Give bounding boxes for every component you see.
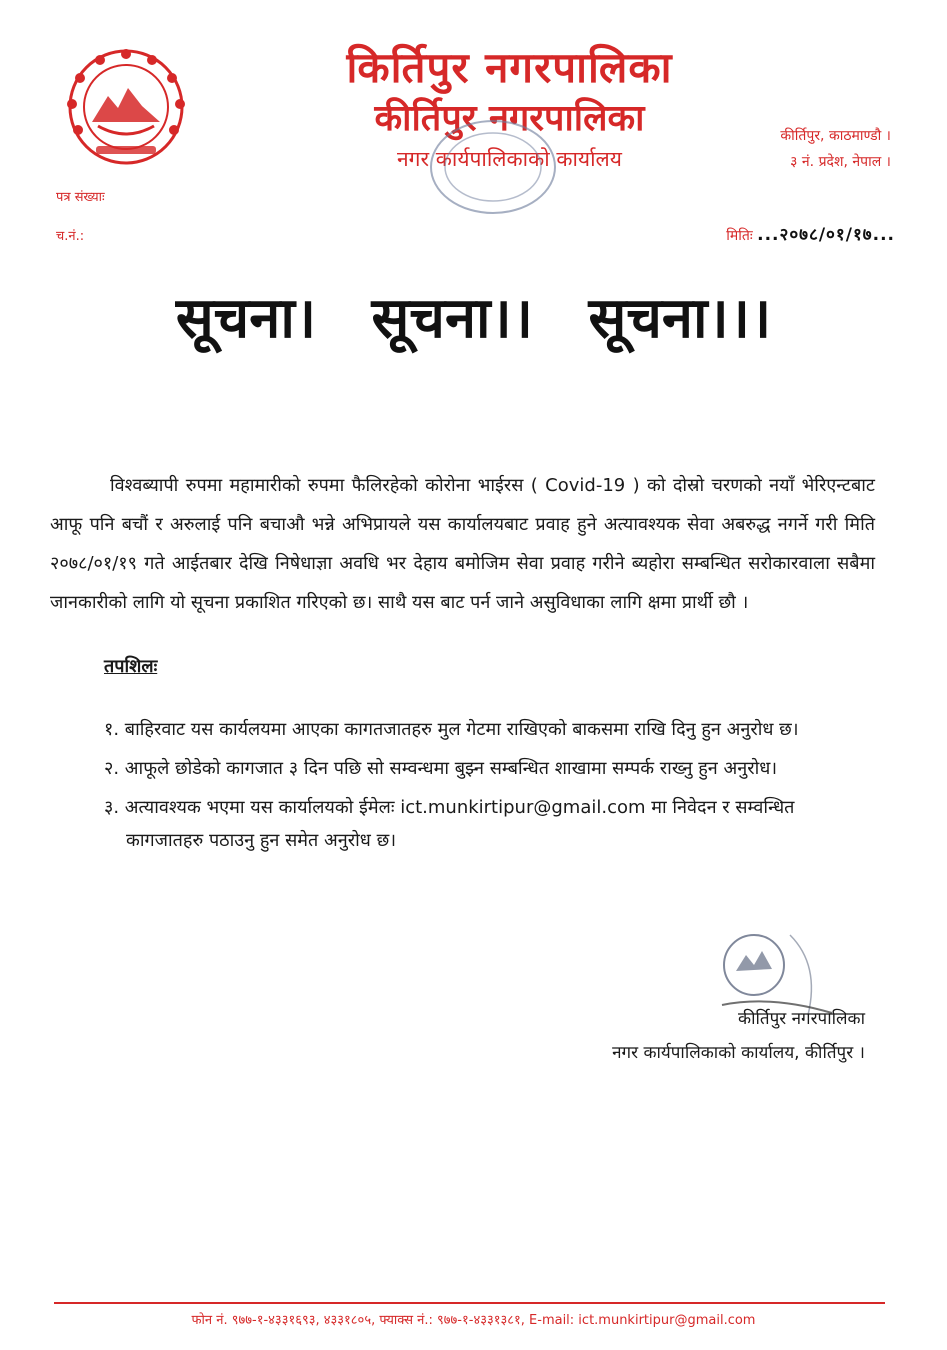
signature-municipality: कीर्तिपुर नगरपालिका	[738, 1009, 865, 1029]
address-line2: ३ नं. प्रदेश, नेपाल ।	[790, 154, 891, 170]
date-value: ...२०७८/०१/१७...	[757, 225, 895, 245]
date-label: मितिः	[726, 228, 753, 244]
address-line1: कीर्तिपुर, काठमाण्डौ ।	[780, 128, 891, 144]
header-title-line1: किर्तिपुर नगरपालिका	[346, 43, 673, 92]
chalani-number-label: च.नं.:	[56, 229, 85, 244]
footer-divider	[54, 1302, 885, 1304]
header-title-line2: कीर्तिपुर नगरपालिका	[374, 98, 645, 139]
office-seal-stamp	[418, 112, 568, 222]
patra-sankhya-label: पत्र संख्याः	[56, 190, 105, 205]
list-item: २. आफूले छोडेको कागजात ३ दिन पछि सो सम्वन्धमा बुझ्न सम्बन्धित शाखामा सम्पर्क राख्नु हुन अनुरोध।	[104, 758, 778, 779]
list-item: ३. अत्यावश्यक भएमा यस कार्यालयको ईमेलः ict.munkirtipur@gmail.com मा निवेदन र सम्वन्धित कागजातहरु पठाउनु हुन समेत अनुरोध छ।	[104, 797, 795, 851]
footer-contact: फोन नं. ९७७-१-४३३१६९३, ४३३१८०५, फ्याक्स नं.: ९७७-१-४३३१३८१, E-mail: ict.munkirtipur@gmail.com	[191, 1313, 756, 1328]
notice-title: सूचना। सूचना।। सूचना।।।	[175, 286, 772, 351]
details-heading: तपशिलः	[104, 656, 158, 677]
list-item: १. बाहिरवाट यस कार्यलयमा आएका कागतजातहरु मुल गेटमा राखिएको बाकसमा राखि दिनु हुन अनुरोध छ।	[104, 719, 799, 740]
details-list	[104, 713, 844, 863]
date-field	[726, 222, 895, 245]
notice-body-paragraph: विश्वब्यापी रुपमा महामारीको रुपमा फैलिरहेको कोरोना भाईरस ( Covid-19 ) को दोस्रो चरणको नयाँ भेरिएन्टबाट आफू पनि बचौं र अरुलाई पनि बचाऔ भन्ने अभिप्रायले यस कार्यालयबाट प्रवाह हुने अत्यावश्यक सेवा अबरुद्ध नगर्ने गरी मिति २०७८/०१/१९ गते आईतबार देखि निषेधाज्ञा अवधि भर देहाय बमोजिम सेवा प्रवाह गरीने ब्यहोरा सम्बन्धित सरोकारवाला सबैमा जानकारीको लागि यो सूचना प्रकाशित गरिएको छ। साथै यस बाट पर्न जाने असुविधाका लागि क्षमा प्रार्थी छौ ।	[50, 475, 875, 613]
signature-office: नगर कार्यपालिकाको कार्यालय, कीर्तिपुर ।	[612, 1043, 865, 1063]
header-office-name: नगर कार्यपालिकाको कार्यालय	[397, 147, 622, 171]
